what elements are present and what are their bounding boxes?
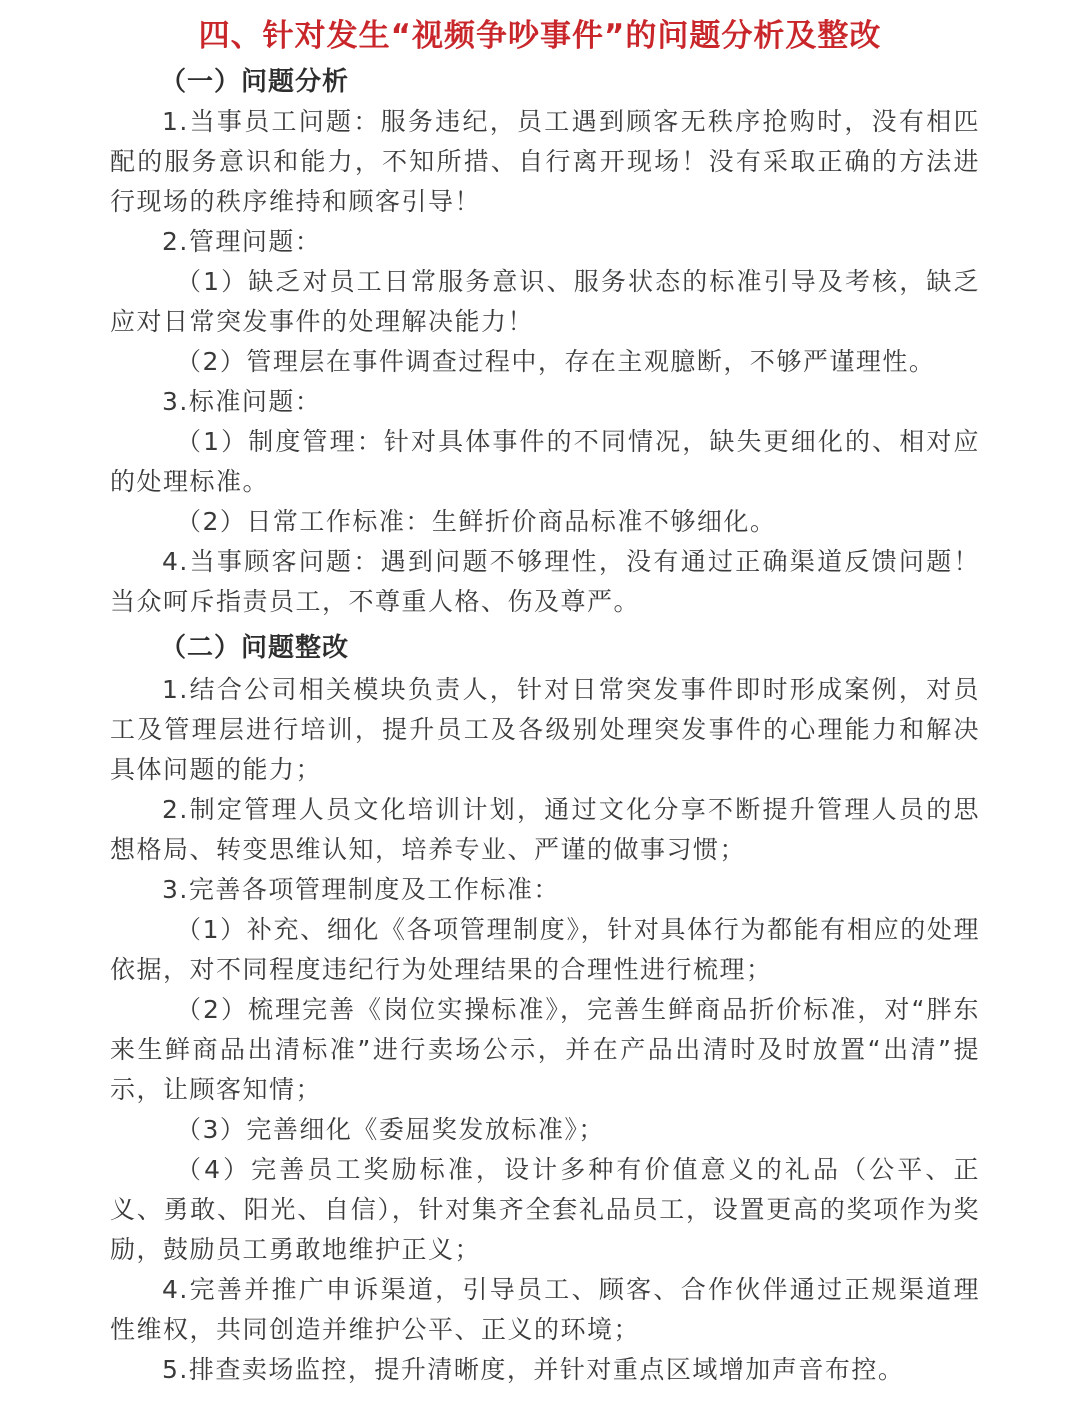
analysis-paragraph-2-2: （2）管理层在事件调查过程中，存在主观臆断，不够严谨理性。 xyxy=(176,347,936,376)
rectification-paragraph-3-2: （2）梳理完善《岗位实操标准》，完善生鲜商品折价标准，对“胖东来生鲜商品出清标准”进行卖场公示，并在产品出清时及时放置“出清”提示，让顾客知情； xyxy=(110,995,980,1104)
rectification-paragraph-3-4: （4）完善员工奖励标准，设计多种有价值意义的礼品（公平、正义、勇敢、阳光、自信），针对集齐全套礼品员工，设置更高的奖项作为奖励，鼓励员工勇敢地维护正义； xyxy=(110,1155,980,1264)
analysis-paragraph-3-1: （1）制度管理：针对具体事件的不同情况，缺失更细化的、相对应的处理标准。 xyxy=(110,427,980,496)
analysis-paragraph-2-1: （1）缺乏对员工日常服务意识、服务状态的标准引导及考核，缺乏应对日常突发事件的处理解决能力！ xyxy=(110,267,980,336)
analysis-paragraph-3-2: （2）日常工作标准：生鲜折价商品标准不够细化。 xyxy=(176,507,777,536)
analysis-paragraph-3: 3.标准问题： xyxy=(162,387,322,416)
rectification-paragraph-1: 1.结合公司相关模块负责人，针对日常突发事件即时形成案例，对员工及管理层进行培训，提升员工及各级别处理突发事件的心理能力和解决具体问题的能力； xyxy=(110,675,980,784)
analysis-paragraph-4: 4.当事顾客问题：遇到问题不够理性，没有通过正确渠道反馈问题！当众呵斥指责员工，不尊重人格、伤及尊严。 xyxy=(110,547,980,616)
rectification-paragraph-5: 5.排查卖场监控，提升清晰度，并针对重点区域增加声音布控。 xyxy=(162,1355,905,1384)
rectification-paragraph-4: 4.完善并推广申诉渠道，引导员工、顾客、合作伙伴通过正规渠道理性维权，共同创造并维护公平、正义的环境； xyxy=(110,1275,980,1344)
rectification-paragraph-3: 3.完善各项管理制度及工作标准： xyxy=(162,875,560,904)
analysis-paragraph-1: 1.当事员工问题：服务违纪，员工遇到顾客无秩序抢购时，没有相匹配的服务意识和能力，不知所措、自行离开现场！没有采取正确的方法进行现场的秩序维持和顾客引导！ xyxy=(110,107,980,216)
rectification-paragraph-2: 2.制定管理人员文化培训计划，通过文化分享不断提升管理人员的思想格局、转变思维认知，培养专业、严谨的做事习惯； xyxy=(110,795,980,864)
rectification-paragraph-3-1: （1）补充、细化《各项管理制度》，针对具体行为都能有相应的处理依据，对不同程度违纪行为处理结果的合理性进行梳理； xyxy=(110,915,980,984)
rectification-paragraph-3-3: （3）完善细化《委屈奖发放标准》； xyxy=(176,1115,605,1144)
section-heading-analysis: （一）问题分析 xyxy=(160,67,350,97)
analysis-paragraph-2: 2.管理问题： xyxy=(162,227,322,256)
document-title: 四、针对发生“视频争吵事件”的问题分析及整改 xyxy=(198,18,882,54)
section-heading-rectification: （二）问题整改 xyxy=(160,633,350,663)
